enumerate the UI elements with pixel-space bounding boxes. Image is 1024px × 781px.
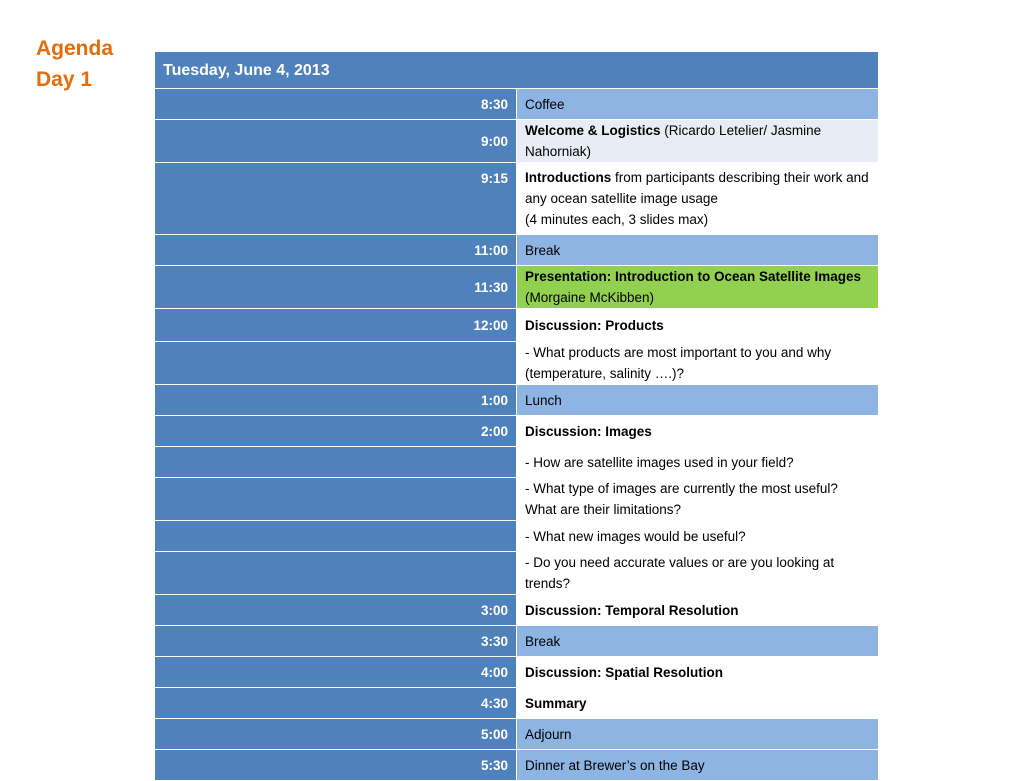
agenda-row [155, 120, 879, 163]
description-text: from participants describing their work and any ocean satellite image usage [525, 170, 869, 206]
description-text: - What products are most important to you and why (temperature, salinity ….)? [525, 345, 832, 381]
agenda-title-line2: Day 1 [36, 68, 93, 91]
description-cell [517, 552, 879, 595]
agenda-row [155, 688, 879, 719]
time-cell [155, 447, 517, 478]
time-cell: 9:15 [155, 163, 517, 235]
time-cell: 3:00 [155, 595, 517, 626]
description-cell [517, 89, 879, 120]
agenda-title-line1: Agenda [36, 37, 114, 60]
description-cell [517, 595, 879, 626]
description-cell [517, 163, 879, 235]
description-cell [517, 750, 879, 781]
description-cell [517, 626, 879, 657]
description-cell [517, 657, 879, 688]
time-cell: 4:30 [155, 688, 517, 719]
description-cell [517, 266, 879, 309]
agenda-date-header: Tuesday, June 4, 2013 [155, 52, 879, 89]
time-cell [155, 552, 517, 595]
description-cell [517, 235, 879, 266]
description-bold: Introductions [525, 170, 612, 185]
time-cell: 9:00 [155, 120, 517, 163]
description-bold: Summary [525, 695, 587, 711]
description-bold: Welcome & Logistics [525, 123, 661, 138]
time-cell: 2:00 [155, 416, 517, 447]
description-bold: Presentation: Introduction to Ocean Satellite Images [525, 269, 862, 284]
time-cell: 12:00 [155, 309, 517, 342]
agenda-header-row [155, 52, 879, 89]
time-cell: 8:30 [155, 89, 517, 120]
agenda-row [155, 552, 879, 595]
description-cell [517, 416, 879, 447]
agenda-table [154, 51, 879, 781]
description-text: - What type of images are currently the most useful? What are their limitations? [525, 481, 838, 517]
agenda-row [155, 309, 879, 342]
description-cell [517, 385, 879, 416]
agenda-row [155, 626, 879, 657]
description-text: - Do you need accurate values or are you looking at trends? [525, 555, 835, 591]
time-cell: 11:00 [155, 235, 517, 266]
agenda-row [155, 266, 879, 309]
agenda-row [155, 163, 879, 235]
agenda-row [155, 342, 879, 385]
description-bold: Discussion: Images [525, 423, 652, 439]
agenda-row [155, 478, 879, 521]
description-cell [517, 719, 879, 750]
time-cell: 3:30 [155, 626, 517, 657]
time-cell [155, 342, 517, 385]
agenda-row [155, 447, 879, 478]
time-cell: 1:00 [155, 385, 517, 416]
description-text: Break [525, 242, 561, 258]
time-cell [155, 478, 517, 521]
time-cell [155, 521, 517, 552]
description-cell [517, 521, 879, 552]
description-text: Lunch [525, 392, 562, 408]
description-bold: Discussion: Temporal Resolution [525, 602, 739, 618]
description-text: Dinner at Brewer’s on the Bay [525, 757, 705, 773]
description-cell [517, 447, 879, 478]
time-cell: 5:00 [155, 719, 517, 750]
time-cell: 4:00 [155, 657, 517, 688]
description-text: - What new images would be useful? [525, 528, 746, 544]
description-text: Break [525, 633, 561, 649]
description-bold: Discussion: Spatial Resolution [525, 664, 724, 680]
description-bold: Discussion: Products [525, 317, 664, 333]
agenda-row [155, 416, 879, 447]
description-text: (Morgaine McKibben) [525, 290, 655, 305]
agenda-row [155, 385, 879, 416]
description-text: Coffee [525, 96, 565, 112]
agenda-row [155, 657, 879, 688]
agenda-row [155, 595, 879, 626]
agenda-row [155, 719, 879, 750]
agenda-row [155, 235, 879, 266]
description-text: (Ricardo Letelier/ Jasmine Nahorniak) [525, 123, 822, 159]
description-cell [517, 342, 879, 385]
description-cell [517, 309, 879, 342]
description-text: - How are satellite images used in your field? [525, 454, 794, 470]
description-second-line: (4 minutes each, 3 slides max) [525, 212, 709, 227]
description-cell [517, 688, 879, 719]
agenda-side-title [36, 33, 113, 95]
agenda-row [155, 750, 879, 781]
time-cell: 5:30 [155, 750, 517, 781]
description-cell [517, 120, 879, 163]
description-cell [517, 478, 879, 521]
time-cell: 11:30 [155, 266, 517, 309]
description-text: Adjourn [525, 726, 572, 742]
agenda-row [155, 89, 879, 120]
agenda-row [155, 521, 879, 552]
